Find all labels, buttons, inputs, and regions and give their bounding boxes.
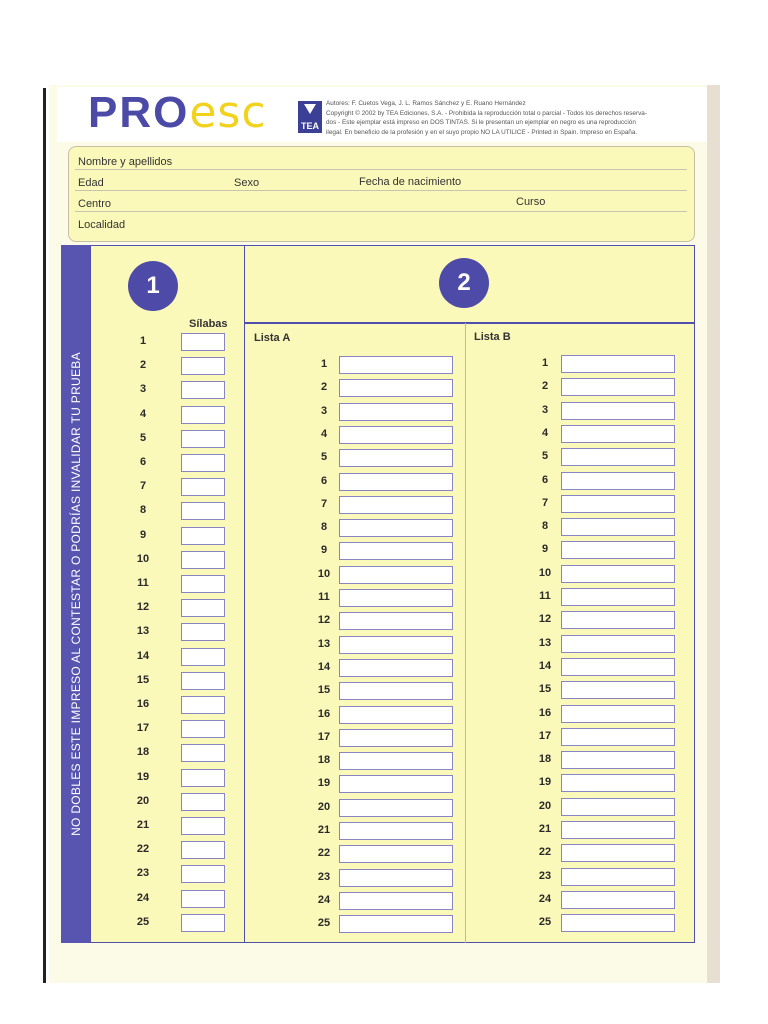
lista-a-answer-box[interactable] <box>339 356 453 374</box>
silabas-number: 14 <box>136 649 150 662</box>
lista-a-number: 11 <box>318 591 330 603</box>
silabas-number: 4 <box>139 407 147 420</box>
silabas-answer-box[interactable] <box>181 454 225 472</box>
edad-field[interactable]: Edad <box>78 177 104 189</box>
silabas-answer-box[interactable] <box>181 502 225 520</box>
centro-field[interactable]: Centro <box>78 198 112 210</box>
curso-field[interactable]: Curso <box>516 196 546 208</box>
silabas-header: Sílabas <box>189 318 228 330</box>
silabas-number: 17 <box>136 722 150 735</box>
info-rule <box>75 211 687 212</box>
silabas-answer-box[interactable] <box>181 865 225 883</box>
lista-b-answer-box[interactable] <box>561 705 675 723</box>
lista-b-header: Lista B <box>474 331 511 343</box>
lista-a-header: Lista A <box>254 332 291 344</box>
localidad-field[interactable]: Localidad <box>78 219 126 231</box>
lista-b-number: 4 <box>541 426 549 439</box>
silabas-number: 22 <box>136 843 150 856</box>
credits-line: Autores: F. Cuetos Vega, J. L. Ramos Sánchez y E. Ruano Hernández <box>326 100 526 107</box>
tea-logo-icon <box>298 101 322 133</box>
lista-b-answer-box[interactable] <box>561 355 675 373</box>
silabas-answer-box[interactable] <box>181 793 225 811</box>
logo-pro: PRO <box>88 88 190 137</box>
silabas-answer-box[interactable] <box>181 478 225 496</box>
lista-b-number: 23 <box>538 869 552 882</box>
silabas-number: 15 <box>136 673 150 686</box>
warning-sidebar-label <box>61 245 90 943</box>
silabas-number: 13 <box>136 625 150 638</box>
info-rule <box>75 190 687 191</box>
lista-b-number: 5 <box>541 450 549 463</box>
lista-b-number: 6 <box>541 473 549 486</box>
lista-a-answer-box[interactable] <box>339 379 453 397</box>
lista-a-number: 6 <box>320 474 328 487</box>
lista-a-answer-box[interactable] <box>339 752 453 770</box>
lista-a-answer-box[interactable] <box>339 403 453 421</box>
lista-a-answer-box[interactable] <box>339 636 453 654</box>
lista-b-number: 12 <box>538 613 552 626</box>
lista-a-number: 12 <box>317 614 331 627</box>
list-divider <box>465 323 466 943</box>
lista-b-answer-box[interactable] <box>561 588 675 606</box>
lista-b-number: 8 <box>541 520 549 533</box>
lista-b-answer-box[interactable] <box>561 472 675 490</box>
silabas-number: 19 <box>136 770 150 783</box>
silabas-answer-box[interactable] <box>181 551 225 569</box>
silabas-answer-box[interactable] <box>181 648 225 666</box>
silabas-number: 23 <box>136 867 150 880</box>
silabas-number: 10 <box>136 552 150 565</box>
lista-b-answer-box[interactable] <box>561 611 675 629</box>
lista-a-number: 19 <box>317 777 331 790</box>
section-1-badge: 1 <box>128 261 178 311</box>
lista-a-answer-box[interactable] <box>339 799 453 817</box>
lista-b-answer-box[interactable] <box>561 635 675 653</box>
lista-a-number: 4 <box>320 427 328 440</box>
lista-a-answer-box[interactable] <box>339 589 453 607</box>
lista-b-answer-box[interactable] <box>561 868 675 886</box>
silabas-number: 11 <box>137 577 149 589</box>
silabas-number: 2 <box>139 359 147 372</box>
nombre-field[interactable]: Nombre y apellidos <box>78 156 173 168</box>
tea-badge-text: TEA <box>301 121 319 131</box>
silabas-answer-box[interactable] <box>181 696 225 714</box>
lista-b-number: 9 <box>541 543 549 556</box>
info-rule <box>75 169 687 170</box>
lista-a-number: 16 <box>317 707 331 720</box>
lista-a-number: 20 <box>317 800 331 813</box>
lista-a-number: 24 <box>317 893 331 906</box>
lista-b-answer-box[interactable] <box>561 565 675 583</box>
lista-b-number: 13 <box>538 636 552 649</box>
lista-b-number: 11 <box>539 590 551 602</box>
lista-a-number: 18 <box>317 754 331 767</box>
lista-b-number: 10 <box>538 566 552 579</box>
lista-b-number: 16 <box>538 706 552 719</box>
lista-b-number: 19 <box>538 776 552 789</box>
lista-a-answer-box[interactable] <box>339 706 453 724</box>
scan-shadow <box>707 85 720 983</box>
lista-a-number: 23 <box>317 870 331 883</box>
silabas-answer-box[interactable] <box>181 357 225 375</box>
lista-a-answer-box[interactable] <box>339 729 453 747</box>
lista-a-answer-box[interactable] <box>339 682 453 700</box>
lista-b-number: 18 <box>538 753 552 766</box>
warning-text: NO DOBLES ESTE IMPRESO AL CONTESTAR O PODRÍAS INVALIDAR TU PRUEBA <box>68 352 83 836</box>
lista-b-number: 14 <box>538 659 552 672</box>
lista-b-number: 22 <box>538 846 552 859</box>
lista-a-number: 10 <box>317 567 331 580</box>
silabas-answer-box[interactable] <box>181 406 225 424</box>
lista-b-number: 25 <box>538 916 552 929</box>
silabas-number: 3 <box>139 383 147 396</box>
lista-a-number: 3 <box>320 404 328 417</box>
silabas-answer-box[interactable] <box>181 623 225 641</box>
lista-b-answer-box[interactable] <box>561 378 675 396</box>
lista-b-answer-box[interactable] <box>561 658 675 676</box>
silabas-answer-box[interactable] <box>181 841 225 859</box>
lista-b-answer-box[interactable] <box>561 774 675 792</box>
lista-a-answer-box[interactable] <box>339 869 453 887</box>
lista-a-number: 13 <box>317 637 331 650</box>
section-2-badge: 2 <box>439 258 489 308</box>
credits-line: dos - Este ejemplar está impreso en DOS TINTAS. Si le presentan un ejemplar en negro es una reproducción <box>326 119 636 126</box>
lista-a-number: 8 <box>320 521 328 534</box>
silabas-number: 24 <box>136 891 150 904</box>
silabas-answer-box[interactable] <box>181 575 225 593</box>
lista-b-answer-box[interactable] <box>561 518 675 536</box>
lista-a-answer-box[interactable] <box>339 659 453 677</box>
lista-b-answer-box[interactable] <box>561 681 675 699</box>
lista-a-answer-box[interactable] <box>339 542 453 560</box>
lista-b-answer-box[interactable] <box>561 495 675 513</box>
silabas-answer-box[interactable] <box>181 769 225 787</box>
silabas-number: 20 <box>136 794 150 807</box>
silabas-answer-box[interactable] <box>181 430 225 448</box>
lista-b-answer-box[interactable] <box>561 914 675 932</box>
silabas-answer-box[interactable] <box>181 720 225 738</box>
silabas-number: 12 <box>136 601 150 614</box>
lista-a-answer-box[interactable] <box>339 496 453 514</box>
logo-esc: esc <box>189 87 267 138</box>
silabas-number: 16 <box>136 698 150 710</box>
silabas-answer-box[interactable] <box>181 381 225 399</box>
lista-a-answer-box[interactable] <box>339 845 453 863</box>
silabas-number: 21 <box>136 819 150 831</box>
lista-a-number: 21 <box>317 824 331 836</box>
lista-a-answer-box[interactable] <box>339 612 453 630</box>
fecha-nacimiento-field[interactable]: Fecha de nacimiento <box>359 176 462 188</box>
lista-b-answer-box[interactable] <box>561 844 675 862</box>
lista-b-number: 3 <box>541 403 549 416</box>
lista-b-number: 2 <box>541 380 549 393</box>
credits-text <box>326 99 696 137</box>
lista-b-number: 20 <box>538 799 552 812</box>
sexo-field[interactable]: Sexo <box>234 177 260 189</box>
lista-b-number: 24 <box>538 892 552 905</box>
lista-a-answer-box[interactable] <box>339 426 453 444</box>
lista-b-number: 1 <box>541 357 549 369</box>
lista-a-number: 15 <box>317 684 331 697</box>
lista-a-number: 5 <box>320 451 328 464</box>
silabas-number: 6 <box>139 456 147 468</box>
lista-b-answer-box[interactable] <box>561 448 675 466</box>
lista-b-answer-box[interactable] <box>561 402 675 420</box>
silabas-answer-box[interactable] <box>181 527 225 545</box>
lista-b-answer-box[interactable] <box>561 821 675 839</box>
lista-b-number: 15 <box>538 683 552 696</box>
silabas-number: 25 <box>136 915 150 928</box>
lista-a-number: 7 <box>320 497 328 510</box>
lista-a-number: 2 <box>320 381 328 394</box>
silabas-number: 1 <box>139 335 147 347</box>
lista-b-number: 21 <box>538 823 552 835</box>
silabas-answer-box[interactable] <box>181 914 225 932</box>
silabas-answer-box[interactable] <box>181 744 225 762</box>
lista-b-number: 17 <box>538 729 552 742</box>
lista-a-number: 22 <box>317 847 331 860</box>
silabas-answer-box[interactable] <box>181 672 225 690</box>
lista-a-number: 9 <box>320 544 328 557</box>
silabas-answer-box[interactable] <box>181 817 225 835</box>
lista-a-answer-box[interactable] <box>339 892 453 910</box>
scan-edge <box>43 88 46 983</box>
silabas-number: 18 <box>136 746 150 759</box>
lista-b-answer-box[interactable] <box>561 425 675 443</box>
lista-a-number: 17 <box>317 730 331 743</box>
silabas-number: 7 <box>139 480 147 493</box>
silabas-answer-box[interactable] <box>181 599 225 617</box>
lista-a-number: 25 <box>317 917 331 930</box>
proesc-logo <box>88 88 267 138</box>
lista-a-answer-box[interactable] <box>339 775 453 793</box>
lista-a-answer-box[interactable] <box>339 822 453 840</box>
lista-a-answer-box[interactable] <box>339 473 453 491</box>
lista-b-answer-box[interactable] <box>561 541 675 559</box>
lista-a-answer-box[interactable] <box>339 519 453 537</box>
lista-b-number: 7 <box>541 496 549 509</box>
lista-b-answer-box[interactable] <box>561 728 675 746</box>
section-2-divider <box>244 322 695 324</box>
lista-a-answer-box[interactable] <box>339 915 453 933</box>
silabas-number: 9 <box>139 528 147 541</box>
lista-a-answer-box[interactable] <box>339 449 453 467</box>
lista-b-answer-box[interactable] <box>561 798 675 816</box>
tea-emblem-icon <box>304 104 316 114</box>
silabas-answer-box[interactable] <box>181 890 225 908</box>
silabas-number: 8 <box>139 504 147 517</box>
lista-a-number: 1 <box>320 358 328 370</box>
lista-a-number: 14 <box>317 660 331 673</box>
lista-b-answer-box[interactable] <box>561 751 675 769</box>
lista-b-answer-box[interactable] <box>561 891 675 909</box>
lista-a-answer-box[interactable] <box>339 566 453 584</box>
credits-line: ilegal. En beneficio de la profesión y en el suyo propio NO LA UTILICE - Printed in Spain. Impreso en España. <box>326 128 638 136</box>
silabas-number: 5 <box>139 431 147 444</box>
credits-line: Copyright © 2002 by TEA Ediciones, S.A. - Prohibida la reproducción total o parcial - Todos los derechos reserva- <box>326 109 647 117</box>
silabas-answer-box[interactable] <box>181 333 225 351</box>
